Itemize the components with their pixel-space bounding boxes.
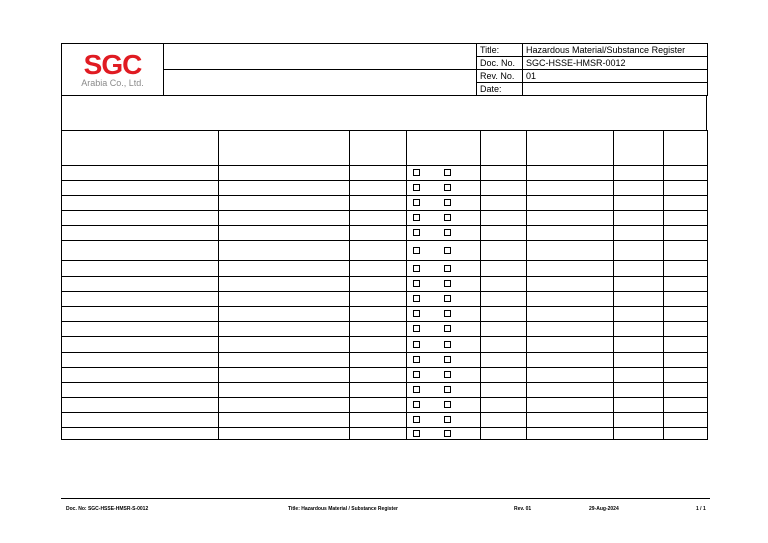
table-cell[interactable] — [62, 322, 219, 337]
logo-subtitle: Arabia Co., Ltd. — [81, 77, 144, 88]
footer-rev: Rev. 01 — [514, 506, 532, 512]
table-cell[interactable] — [664, 196, 708, 211]
table-cell[interactable] — [527, 292, 614, 307]
table-cell[interactable] — [527, 277, 614, 292]
table-cell[interactable] — [62, 353, 219, 368]
table-row — [62, 337, 708, 353]
header-blank-top — [164, 44, 477, 70]
table-cell[interactable] — [481, 353, 527, 368]
table-cell[interactable] — [481, 196, 527, 211]
table-cell[interactable] — [350, 337, 407, 353]
table-cell[interactable] — [481, 241, 527, 261]
title-label: Title: — [477, 44, 523, 57]
table-cell[interactable] — [481, 337, 527, 353]
table-cell[interactable] — [62, 241, 219, 261]
footer-date: 29-Aug-2024 — [589, 506, 619, 512]
table-cell[interactable] — [614, 196, 664, 211]
checkbox-yes[interactable] — [413, 184, 420, 191]
table-cell[interactable] — [527, 322, 614, 337]
table-row — [62, 353, 708, 368]
table-cell[interactable] — [614, 277, 664, 292]
checkbox-yes[interactable] — [413, 229, 420, 236]
checkbox-no[interactable] — [444, 199, 451, 206]
document-header — [61, 43, 708, 96]
checkbox-yes[interactable] — [413, 341, 420, 348]
table-row — [62, 277, 708, 292]
checkbox-yes[interactable] — [413, 280, 420, 287]
table-cell[interactable] — [350, 196, 407, 211]
table-cell[interactable] — [614, 307, 664, 322]
table-cell[interactable] — [664, 211, 708, 226]
section-title-band — [61, 95, 707, 131]
table-cell[interactable] — [664, 261, 708, 277]
yes-no-checkbox-cell — [407, 181, 481, 196]
table-cell[interactable] — [219, 277, 350, 292]
table-cell[interactable] — [614, 226, 664, 241]
table-cell[interactable] — [481, 307, 527, 322]
table-cell[interactable] — [219, 383, 350, 398]
table-cell[interactable] — [527, 181, 614, 196]
table-cell[interactable] — [664, 428, 708, 440]
yes-no-checkbox-cell — [407, 166, 481, 181]
table-cell[interactable] — [62, 368, 219, 383]
checkbox-yes[interactable] — [413, 371, 420, 378]
table-row — [62, 181, 708, 196]
header-blank-bottom — [164, 70, 477, 96]
table-cell[interactable] — [62, 166, 219, 181]
checkbox-no[interactable] — [444, 295, 451, 302]
table-cell[interactable] — [350, 211, 407, 226]
table-row — [62, 196, 708, 211]
table-cell[interactable] — [527, 398, 614, 413]
table-cell[interactable] — [614, 428, 664, 440]
table-cell[interactable] — [219, 166, 350, 181]
table-cell[interactable] — [614, 353, 664, 368]
table-cell[interactable] — [664, 307, 708, 322]
column-header — [219, 131, 350, 166]
table-cell[interactable] — [219, 307, 350, 322]
table-row — [62, 322, 708, 337]
table-cell[interactable] — [614, 166, 664, 181]
table-cell[interactable] — [62, 383, 219, 398]
table-cell[interactable] — [62, 261, 219, 277]
table-cell[interactable] — [62, 413, 219, 428]
table-cell[interactable] — [219, 226, 350, 241]
yes-no-checkbox-cell — [407, 307, 481, 322]
checkbox-no[interactable] — [444, 169, 451, 176]
table-cell[interactable] — [527, 413, 614, 428]
table-cell[interactable] — [614, 413, 664, 428]
table-cell[interactable] — [527, 337, 614, 353]
column-header — [664, 131, 708, 166]
table-cell[interactable] — [219, 337, 350, 353]
yes-no-checkbox-cell — [407, 196, 481, 211]
table-row — [62, 241, 708, 261]
title-value: Hazardous Material/Substance Register — [523, 44, 708, 57]
checkbox-no[interactable] — [444, 386, 451, 393]
footer-title: Title: Hazardous Material / Substance Register — [288, 506, 398, 512]
yes-no-checkbox-cell — [407, 277, 481, 292]
checkbox-no[interactable] — [444, 229, 451, 236]
table-cell[interactable] — [350, 398, 407, 413]
table-cell[interactable] — [614, 368, 664, 383]
table-cell[interactable] — [614, 211, 664, 226]
checkbox-no[interactable] — [444, 214, 451, 221]
doc-no-label: Doc. No. — [477, 57, 523, 70]
yes-no-checkbox-cell — [407, 292, 481, 307]
checkbox-yes[interactable] — [413, 214, 420, 221]
yes-no-checkbox-cell — [407, 261, 481, 277]
table-cell[interactable] — [350, 166, 407, 181]
table-cell[interactable] — [664, 398, 708, 413]
table-cell[interactable] — [527, 428, 614, 440]
checkbox-no[interactable] — [444, 247, 451, 254]
table-cell[interactable] — [350, 413, 407, 428]
table-cell[interactable] — [350, 383, 407, 398]
table-cell[interactable] — [481, 368, 527, 383]
checkbox-yes[interactable] — [413, 356, 420, 363]
checkbox-yes[interactable] — [413, 310, 420, 317]
table-cell[interactable] — [350, 261, 407, 277]
table-cell[interactable] — [664, 292, 708, 307]
checkbox-yes[interactable] — [413, 416, 420, 423]
checkbox-yes[interactable] — [413, 199, 420, 206]
table-cell[interactable] — [350, 307, 407, 322]
table-cell[interactable] — [614, 383, 664, 398]
checkbox-no[interactable] — [444, 325, 451, 332]
table-cell[interactable] — [527, 166, 614, 181]
logo-brand-text: SGC — [83, 48, 142, 80]
table-cell[interactable] — [664, 383, 708, 398]
table-cell[interactable] — [481, 428, 527, 440]
table-cell[interactable] — [664, 181, 708, 196]
column-header — [527, 131, 614, 166]
table-cell[interactable] — [481, 413, 527, 428]
company-logo — [62, 44, 164, 96]
table-row — [62, 226, 708, 241]
yes-no-checkbox-cell — [407, 322, 481, 337]
table-cell[interactable] — [481, 181, 527, 196]
table-cell[interactable] — [664, 241, 708, 261]
table-cell[interactable] — [62, 181, 219, 196]
table-cell[interactable] — [614, 292, 664, 307]
table-cell[interactable] — [62, 226, 219, 241]
footer-divider — [61, 498, 710, 499]
table-cell[interactable] — [481, 211, 527, 226]
checkbox-yes[interactable] — [413, 247, 420, 254]
checkbox-yes[interactable] — [413, 386, 420, 393]
checkbox-no[interactable] — [444, 371, 451, 378]
table-cell[interactable] — [350, 277, 407, 292]
date-value[interactable] — [523, 83, 708, 96]
table-cell[interactable] — [219, 211, 350, 226]
table-cell[interactable] — [614, 337, 664, 353]
table-cell[interactable] — [664, 166, 708, 181]
footer-doc-no: Doc. No: SGC-HSSE-HMSR-S-0012 — [66, 506, 149, 512]
yes-no-checkbox-cell — [407, 353, 481, 368]
table-cell[interactable] — [350, 368, 407, 383]
table-cell[interactable] — [481, 226, 527, 241]
table-header-row — [62, 131, 708, 166]
yes-no-checkbox-cell — [407, 337, 481, 353]
table-cell[interactable] — [481, 292, 527, 307]
table-cell[interactable] — [219, 181, 350, 196]
table-cell[interactable] — [664, 337, 708, 353]
table-cell[interactable] — [219, 413, 350, 428]
table-cell[interactable] — [527, 307, 614, 322]
checkbox-yes[interactable] — [413, 169, 420, 176]
register-table — [61, 130, 708, 440]
checkbox-no[interactable] — [444, 356, 451, 363]
checkbox-no[interactable] — [444, 401, 451, 408]
table-row — [62, 211, 708, 226]
table-cell[interactable] — [664, 368, 708, 383]
table-cell[interactable] — [350, 428, 407, 440]
table-cell[interactable] — [481, 261, 527, 277]
table-cell[interactable] — [219, 261, 350, 277]
column-header — [62, 131, 219, 166]
yes-no-checkbox-cell — [407, 428, 481, 440]
checkbox-no[interactable] — [444, 280, 451, 287]
table-cell[interactable] — [219, 398, 350, 413]
table-cell[interactable] — [62, 292, 219, 307]
table-cell[interactable] — [481, 398, 527, 413]
column-header — [350, 131, 407, 166]
yes-no-checkbox-cell — [407, 226, 481, 241]
checkbox-yes[interactable] — [413, 430, 420, 437]
table-row — [62, 292, 708, 307]
table-cell[interactable] — [664, 413, 708, 428]
checkbox-no[interactable] — [444, 184, 451, 191]
table-cell[interactable] — [527, 226, 614, 241]
table-cell[interactable] — [350, 292, 407, 307]
table-cell[interactable] — [62, 398, 219, 413]
table-row — [62, 166, 708, 181]
table-cell[interactable] — [219, 241, 350, 261]
table-cell[interactable] — [219, 292, 350, 307]
table-cell[interactable] — [481, 166, 527, 181]
rev-no-label: Rev. No. — [477, 70, 523, 83]
column-header — [407, 131, 481, 166]
column-header — [614, 131, 664, 166]
table-cell[interactable] — [527, 383, 614, 398]
table-cell[interactable] — [664, 277, 708, 292]
table-cell[interactable] — [664, 353, 708, 368]
table-row — [62, 428, 708, 440]
table-row — [62, 398, 708, 413]
checkbox-no[interactable] — [444, 430, 451, 437]
table-cell[interactable] — [664, 322, 708, 337]
table-cell[interactable] — [62, 211, 219, 226]
checkbox-yes[interactable] — [413, 295, 420, 302]
date-label: Date: — [477, 83, 523, 96]
table-cell[interactable] — [219, 368, 350, 383]
table-cell[interactable] — [350, 181, 407, 196]
yes-no-checkbox-cell — [407, 383, 481, 398]
table-row — [62, 307, 708, 322]
table-cell[interactable] — [481, 383, 527, 398]
table-cell[interactable] — [62, 277, 219, 292]
table-row — [62, 368, 708, 383]
table-cell[interactable] — [527, 353, 614, 368]
table-cell[interactable] — [527, 196, 614, 211]
yes-no-checkbox-cell — [407, 368, 481, 383]
checkbox-no[interactable] — [444, 416, 451, 423]
table-cell[interactable] — [614, 241, 664, 261]
checkbox-yes[interactable] — [413, 325, 420, 332]
table-cell[interactable] — [481, 277, 527, 292]
rev-no-value: 01 — [523, 70, 708, 83]
yes-no-checkbox-cell — [407, 241, 481, 261]
table-cell[interactable] — [350, 241, 407, 261]
table-cell[interactable] — [664, 226, 708, 241]
checkbox-yes[interactable] — [413, 401, 420, 408]
table-cell[interactable] — [527, 211, 614, 226]
table-cell[interactable] — [527, 368, 614, 383]
table-row — [62, 413, 708, 428]
yes-no-checkbox-cell — [407, 413, 481, 428]
table-cell[interactable] — [614, 398, 664, 413]
checkbox-no[interactable] — [444, 310, 451, 317]
table-cell[interactable] — [614, 322, 664, 337]
yes-no-checkbox-cell — [407, 211, 481, 226]
table-cell[interactable] — [219, 322, 350, 337]
table-cell[interactable] — [527, 241, 614, 261]
checkbox-no[interactable] — [444, 341, 451, 348]
table-cell[interactable] — [62, 428, 219, 440]
table-cell[interactable] — [614, 261, 664, 277]
table-cell[interactable] — [219, 428, 350, 440]
table-cell[interactable] — [62, 307, 219, 322]
table-row — [62, 383, 708, 398]
column-header — [481, 131, 527, 166]
table-cell[interactable] — [614, 181, 664, 196]
doc-no-value: SGC-HSSE-HMSR-0012 — [523, 57, 708, 70]
table-cell[interactable] — [62, 196, 219, 211]
table-cell[interactable] — [527, 261, 614, 277]
yes-no-checkbox-cell — [407, 398, 481, 413]
table-cell[interactable] — [350, 322, 407, 337]
checkbox-yes[interactable] — [413, 265, 420, 272]
table-cell[interactable] — [350, 353, 407, 368]
table-cell[interactable] — [481, 322, 527, 337]
footer-page-number: 1 / 1 — [696, 506, 706, 512]
table-cell[interactable] — [350, 226, 407, 241]
table-cell[interactable] — [62, 337, 219, 353]
table-cell[interactable] — [219, 353, 350, 368]
table-cell[interactable] — [219, 196, 350, 211]
table-row — [62, 261, 708, 277]
checkbox-no[interactable] — [444, 265, 451, 272]
